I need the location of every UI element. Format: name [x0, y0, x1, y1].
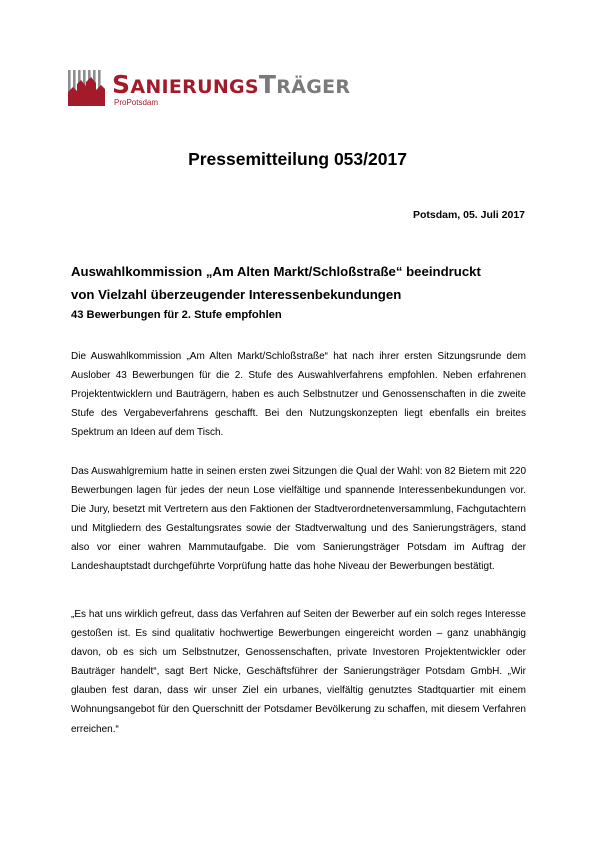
logo-subtitle: ProPotsdam	[114, 98, 159, 107]
logo-name: SANIERUNGSTRÄGER	[112, 70, 351, 99]
headline	[71, 260, 531, 306]
logo-building-icon	[68, 70, 105, 106]
body-paragraph-2: Das Auswahlgremium hatte in seinen ersten zwei Sitzungen die Qual der Wahl: von 82 Bietern mit 220 Bewerbungen lagen für jedes der neun Lose vielfältige und spannende Interessenbekundungen vor. Die Jury, besetzt mit Vertretern aus den Faktionen der Stadtverordnetenversammlung, Fachgutachtern und Mitgliedern des Gestaltungsrates sowie der Stadtverwaltung und des Sanierungsträgers, stand also vor einer wahren Mammutaufgabe. Die vom Sanierungsträger Potsdam im Auftrag der Landeshauptstadt durchgeführte Vorprüfung hatte das hohe Niveau der Bewerbungen bestätigt.	[71, 466, 526, 573]
dateline: Potsdam, 05. Juli 2017	[412, 209, 525, 221]
body-paragraph-3: „Es hat uns wirklich gefreut, dass das Verfahren auf Seiten der Bewerber auf ein solch reges Interesse gestoßen ist. Es sind qualitativ hochwertige Bewerbungen eingereicht worden – ganz unabhängig davon, ob es sich um Selbstnutzer, Genossenschaften, private Investoren Projektentwickler oder Bauträger handelt“, sagt Bert Nicke, Geschäftsführer der Sanierungsträger Potsdam GmbH. „Wir glauben fest daran, dass wir unser Ziel ein urbanes, vielfältig genutztes Stadtquartier mit einem Wohnungsangebot für den Querschnitt der Potsdamer Bevölkerung zu schaffen, mit diesem Verfahren erreichen.“	[71, 609, 526, 735]
subheadline: 43 Bewerbungen für 2. Stufe empfohlen	[71, 309, 282, 321]
headline-line-2: von Vielzahl überzeugender Interessenbekundungen	[71, 287, 402, 302]
body-paragraph-1: Die Auswahlkommission „Am Alten Markt/Schloßstraße“ hat nach ihrer ersten Sitzungsrunde dem Auslober 43 Bewerbungen für die 2. Stufe des Auswahlverfahrens empfohlen. Neben erfahrenen Projektentwicklern und Bauträgern, haben es auch Selbstnutzer und Genossenschaften in die zweite Stufe des Vergabeverfahrens geschafft. Bei den Nutzungskonzepten liegt ebenfalls ein breites Spektrum an Ideen auf dem Tisch.	[71, 351, 526, 439]
logo	[68, 70, 351, 107]
page-title: Pressemitteilung 053/2017	[188, 149, 407, 169]
headline-line-1: Auswahlkommission „Am Alten Markt/Schloßstraße“ beeindruckt	[71, 264, 481, 279]
